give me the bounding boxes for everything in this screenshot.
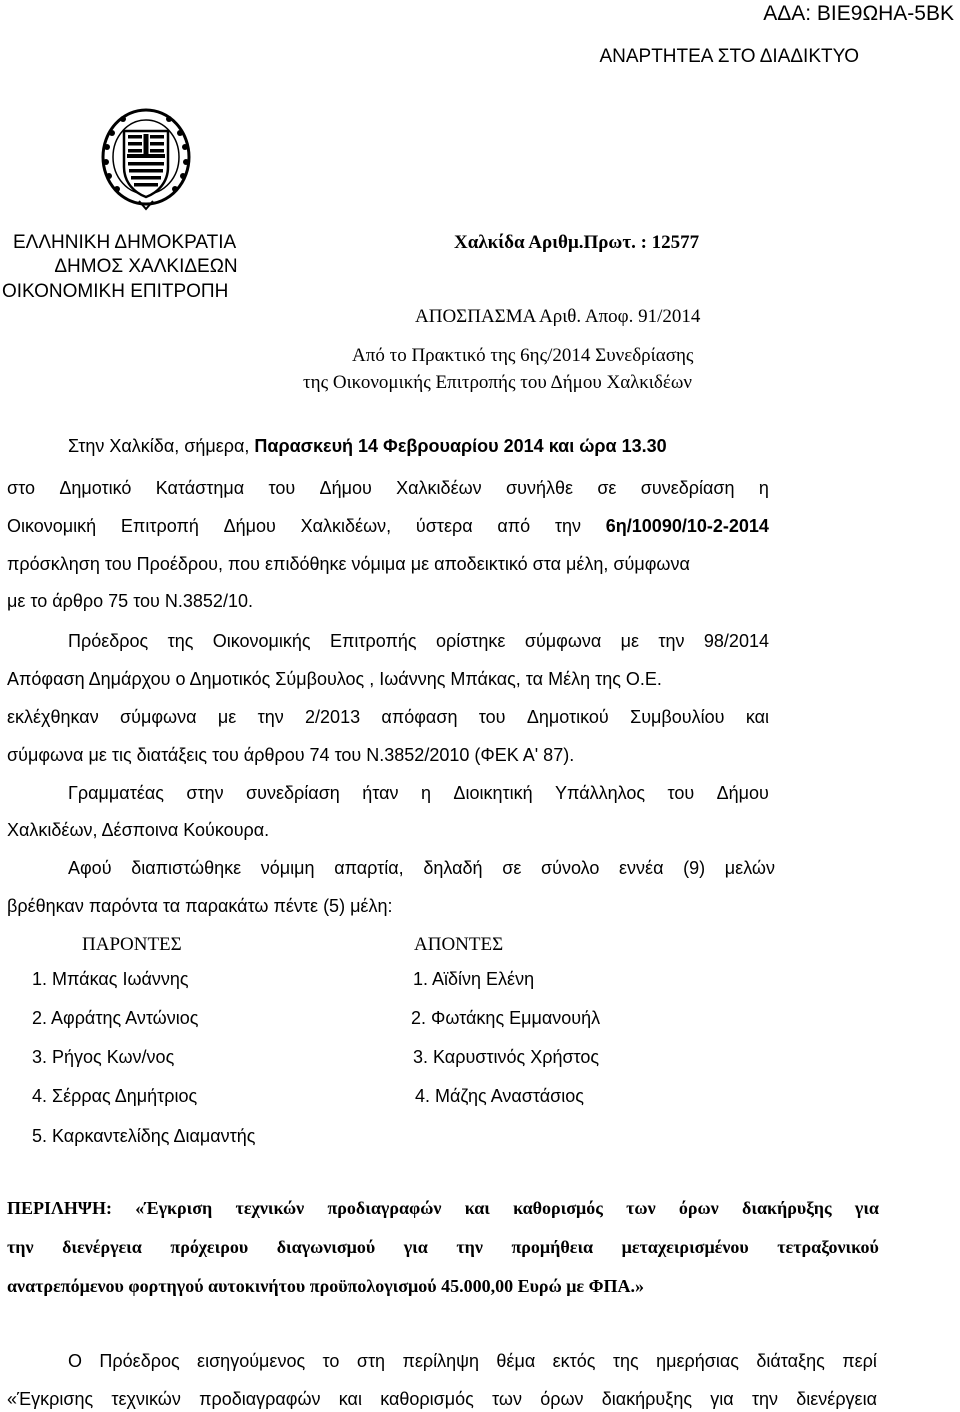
paragraph-2-line-3: εκλέχθηκαν σύμφωνα με την 2/2013 απόφαση του Δημοτικού Συμβουλίου και	[7, 707, 769, 727]
summary-line-1: ΠΕΡΙΛΗΨΗ: «Έγκριση τεχνικών προδιαγραφών και καθορισμός των όρων διακήρυξης για	[7, 1198, 879, 1218]
minutes-line-1: Από το Πρακτικό της 6ης/2014 Συνεδρίασης	[352, 345, 694, 366]
paragraph-2-line-1: Πρόεδρος της Οικονομικής Επιτροπής ορίστηκε σύμφωνα με την 98/2014	[68, 631, 769, 651]
paragraph-4-line-1: Αφού διαπιστώθηκε νόμιμη απαρτία, δηλαδή σε σύνολο εννέα (9) μελών	[68, 858, 775, 878]
present-member: 4. Σέρρας Δημήτριος	[32, 1086, 198, 1106]
sender-municipality: ΔΗΜΟΣ ΧΑΛΚΙΔΕΩΝ	[54, 256, 238, 277]
paragraph-1-line-4: πρόσκληση του Προέδρου, που επιδόθηκε νόμιμα με αποδεικτικό στα μέλη, σύμφωνα	[7, 554, 690, 574]
greek-coat-of-arms-icon	[97, 105, 195, 213]
present-member: 5. Καρκαντελίδης Διαμαντής	[32, 1126, 256, 1146]
paragraph-2-line-4: σύμφωνα με τις διατάξεις του άρθρου 74 του Ν.3852/2010 (ΦΕΚ Α' 87).	[7, 745, 575, 765]
present-header: ΠΑΡΟΝΤΕΣ	[82, 934, 182, 955]
place-and-protocol-number: Χαλκίδα Αριθμ.Πρωτ. : 12577	[454, 232, 700, 253]
absent-member: 4. Μάζης Αναστάσιος	[415, 1086, 584, 1106]
sender-committee: ΟΙΚΟΝΟΜΙΚΗ ΕΠΙΤΡΟΠΗ	[2, 281, 229, 302]
paragraph-1-line-5: με το άρθρο 75 του Ν.3852/10.	[7, 591, 253, 611]
sender-country: ΕΛΛΗΝΙΚΗ ΔΗΜΟΚΡΑΤΙΑ	[13, 232, 237, 253]
summary-line-2: την διενέργεια πρόχειρου διαγωνισμού για την προμήθεια μεταχειρισμένου τετραξονικού	[7, 1237, 879, 1257]
excerpt-decision-number: ΑΠΟΣΠΑΣΜΑ Αριθ. Αποφ. 91/2014	[415, 306, 701, 327]
present-member: 2. Αφράτης Αντώνιος	[32, 1008, 199, 1028]
paragraph-1-line-3: Οικονομική Επιτροπή Δήμου Χαλκιδέων, ύστερα από την 6η/10090/10-2-2014	[7, 516, 769, 536]
closing-line-1: Ο Πρόεδρος εισηγούμενος το στη περίληψη θέμα εκτός της ημερήσιας διάταξης περί	[68, 1351, 877, 1371]
present-member: 3. Ρήγος Κων/νος	[32, 1047, 175, 1067]
posted-online-label: ΑΝΑΡΤΗΤΕΑ ΣΤΟ ΔΙΑΔΙΚΤΥΟ	[599, 46, 859, 67]
paragraph-2-line-2: Απόφαση Δημάρχου ο Δημοτικός Σύμβουλος , Ιωάννης Μπάκας, τα Μέλη της Ο.Ε.	[7, 669, 662, 689]
closing-line-2: «Έγκρισης τεχνικών προδιαγραφών και καθορισμός των όρων διακήρυξης για την διενέργεια	[7, 1389, 877, 1409]
ada-code: ΑΔΑ: ΒΙΕ9ΩΗΑ-5ΒΚ	[763, 2, 954, 25]
minutes-line-2: της Οικονομικής Επιτροπής του Δήμου Χαλκιδέων	[303, 372, 692, 393]
paragraph-4-line-2: βρέθηκαν παρόντα τα παρακάτω πέντε (5) μέλη:	[7, 896, 393, 916]
absent-member: 3. Καρυστινός Χρήστος	[413, 1047, 600, 1067]
paragraph-1-line-2: στο Δημοτικό Κατάστημα του Δήμου Χαλκιδέων συνήλθε σε συνεδρίαση η	[7, 478, 769, 498]
absent-member: 2. Φωτάκης Εμμανουήλ	[411, 1008, 601, 1028]
paragraph-1-line-1: Στην Χαλκίδα, σήμερα, Παρασκευή 14 Φεβρουαρίου 2014 και ώρα 13.30	[68, 436, 667, 456]
summary-line-3: ανατρεπόμενου φορτηγού αυτοκινήτου προϋπολογισμού 45.000,00 Ευρώ με ΦΠΑ.»	[7, 1276, 645, 1296]
paragraph-3-line-2: Χαλκιδέων, Δέσποινα Κούκουρα.	[7, 820, 270, 840]
paragraph-3-line-1: Γραμματέας στην συνεδρίαση ήταν η Διοικητική Υπάλληλος του Δήμου	[68, 783, 769, 803]
present-member: 1. Μπάκας Ιωάννης	[32, 969, 189, 989]
absent-member: 1. Αϊδίνη Ελένη	[413, 969, 535, 989]
absent-header: ΑΠΟΝΤΕΣ	[414, 934, 504, 955]
